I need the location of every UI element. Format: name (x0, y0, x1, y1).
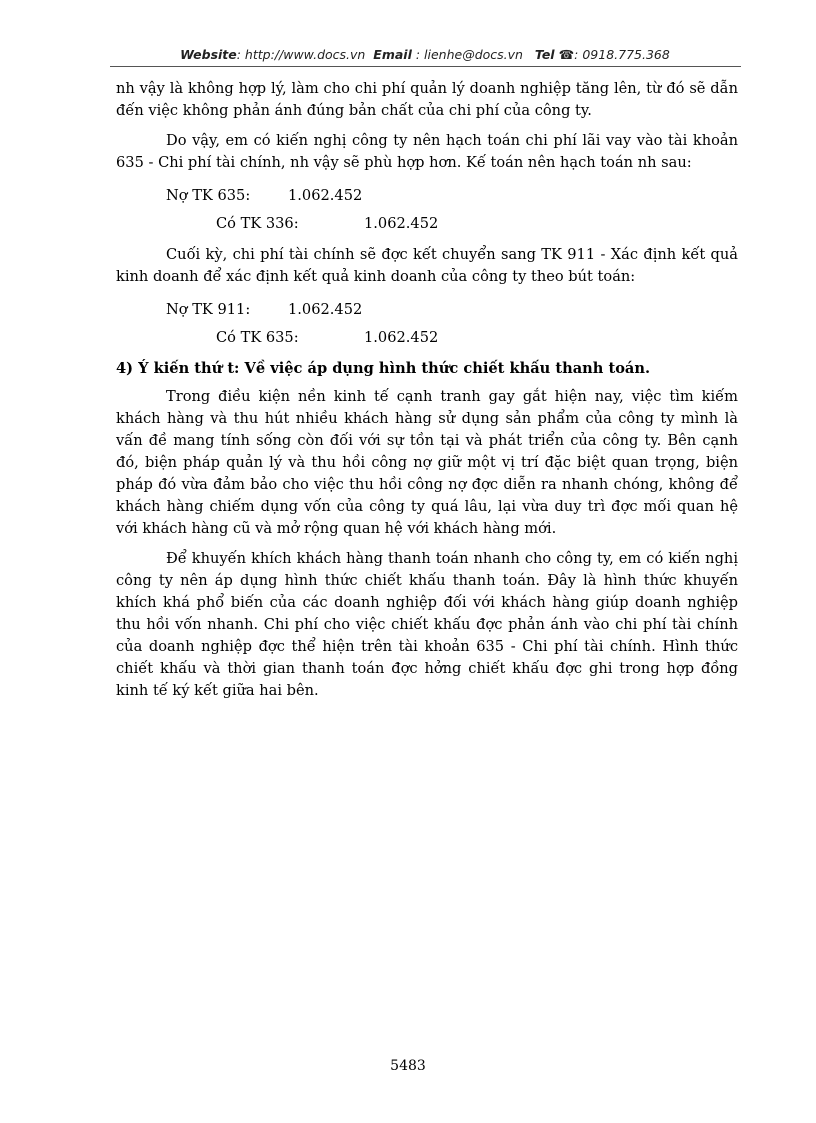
debit-amount: 1.062.452 (288, 187, 363, 204)
phone-icon: ☎ (558, 47, 575, 62)
journal-credit-line-2 (116, 324, 738, 352)
page-header (110, 47, 740, 62)
website-label: Website (180, 47, 237, 62)
debit-account: Nợ TK 911: (166, 301, 251, 318)
journal-debit-line-2 (116, 296, 738, 324)
tel-value: : 0918.775.368 (574, 47, 670, 62)
tel-label: Tel (534, 47, 555, 62)
credit-amount: 1.062.452 (364, 329, 439, 346)
header-rule (110, 66, 741, 67)
page-number: 5483 (390, 1058, 426, 1074)
paragraph-2: Do vậy, em có kiến nghị công ty nên hạch toán chi phí lãi vay vào tài khoản 635 - Chi phí tài chính, nh vậy sẽ phù hợp hơn. Kế toán nên hạch toán nh sau: (116, 132, 738, 171)
debit-account: Nợ TK 635: (166, 187, 251, 204)
paragraph-5: Để khuyến khích khách hàng thanh toán nhanh cho công ty, em có kiến nghị công ty nên áp dụng hình thức chiết khấu thanh toán. Đây là hình thức khuyến khích khá phổ biến của các doanh nghiệp đối với khách hàng giúp doanh nghiệp thu hồi vốn nhanh. Chi phí cho việc chiết khấu đợc phản ánh vào chi phí tài chính của doanh nghiệp đợc thể hiện trên tài khoản 635 - Chi phí tài chính. Hình thức chiết khấu và thời gian thanh toán đợc hởng chiết khấu đợc ghi trong hợp đồng kinh tế ký kết giữa hai bên. (116, 550, 738, 699)
journal-credit-line-1 (116, 210, 738, 238)
journal-debit-line-1 (116, 182, 738, 210)
email-label: Email (373, 47, 412, 62)
paragraph-1: nh vậy là không hợp lý, làm cho chi phí quản lý doanh nghiệp tăng lên, từ đó sẽ dẫn đến việc không phản ánh đúng bản chất của chi phí của công ty. (116, 80, 738, 119)
section-heading: 4) Ý kiến thứ t: Về việc áp dụng hình thức chiết khấu thanh toán. (116, 360, 651, 377)
paragraph-4: Trong điều kiện nền kinh tế cạnh tranh gay gắt hiện nay, việc tìm kiếm khách hàng và thu hút nhiều khách hàng sử dụng sản phẩm của công ty mình là vấn đề mang tính sống còn đối với sự tồn tại và phát triển của công ty. Bên cạnh đó, biện pháp quản lý và thu hồi công nợ giữ một vị trí đặc biệt quan trọng, biện pháp đó vừa đảm bảo cho việc thu hồi công nợ đợc diễn ra nhanh chóng, không để khách hàng chiếm dụng vốn của công ty quá lâu, lại vừa duy trì đợc mối quan hệ với khách hàng cũ và mở rộng quan hệ với khách hàng mới. (116, 388, 738, 537)
credit-amount: 1.062.452 (364, 215, 439, 232)
paragraph-3: Cuối kỳ, chi phí tài chính sẽ đợc kết chuyển sang TK 911 - Xác định kết quả kinh doanh để xác định kết quả kinh doanh của công ty theo bút toán: (116, 246, 738, 285)
website-value: : http://www.docs.vn (236, 47, 366, 62)
credit-account: Có TK 336: (216, 215, 299, 232)
email-value: : lienhe@docs.vn (415, 47, 523, 62)
debit-amount: 1.062.452 (288, 301, 363, 318)
document-body (116, 78, 738, 710)
credit-account: Có TK 635: (216, 329, 299, 346)
